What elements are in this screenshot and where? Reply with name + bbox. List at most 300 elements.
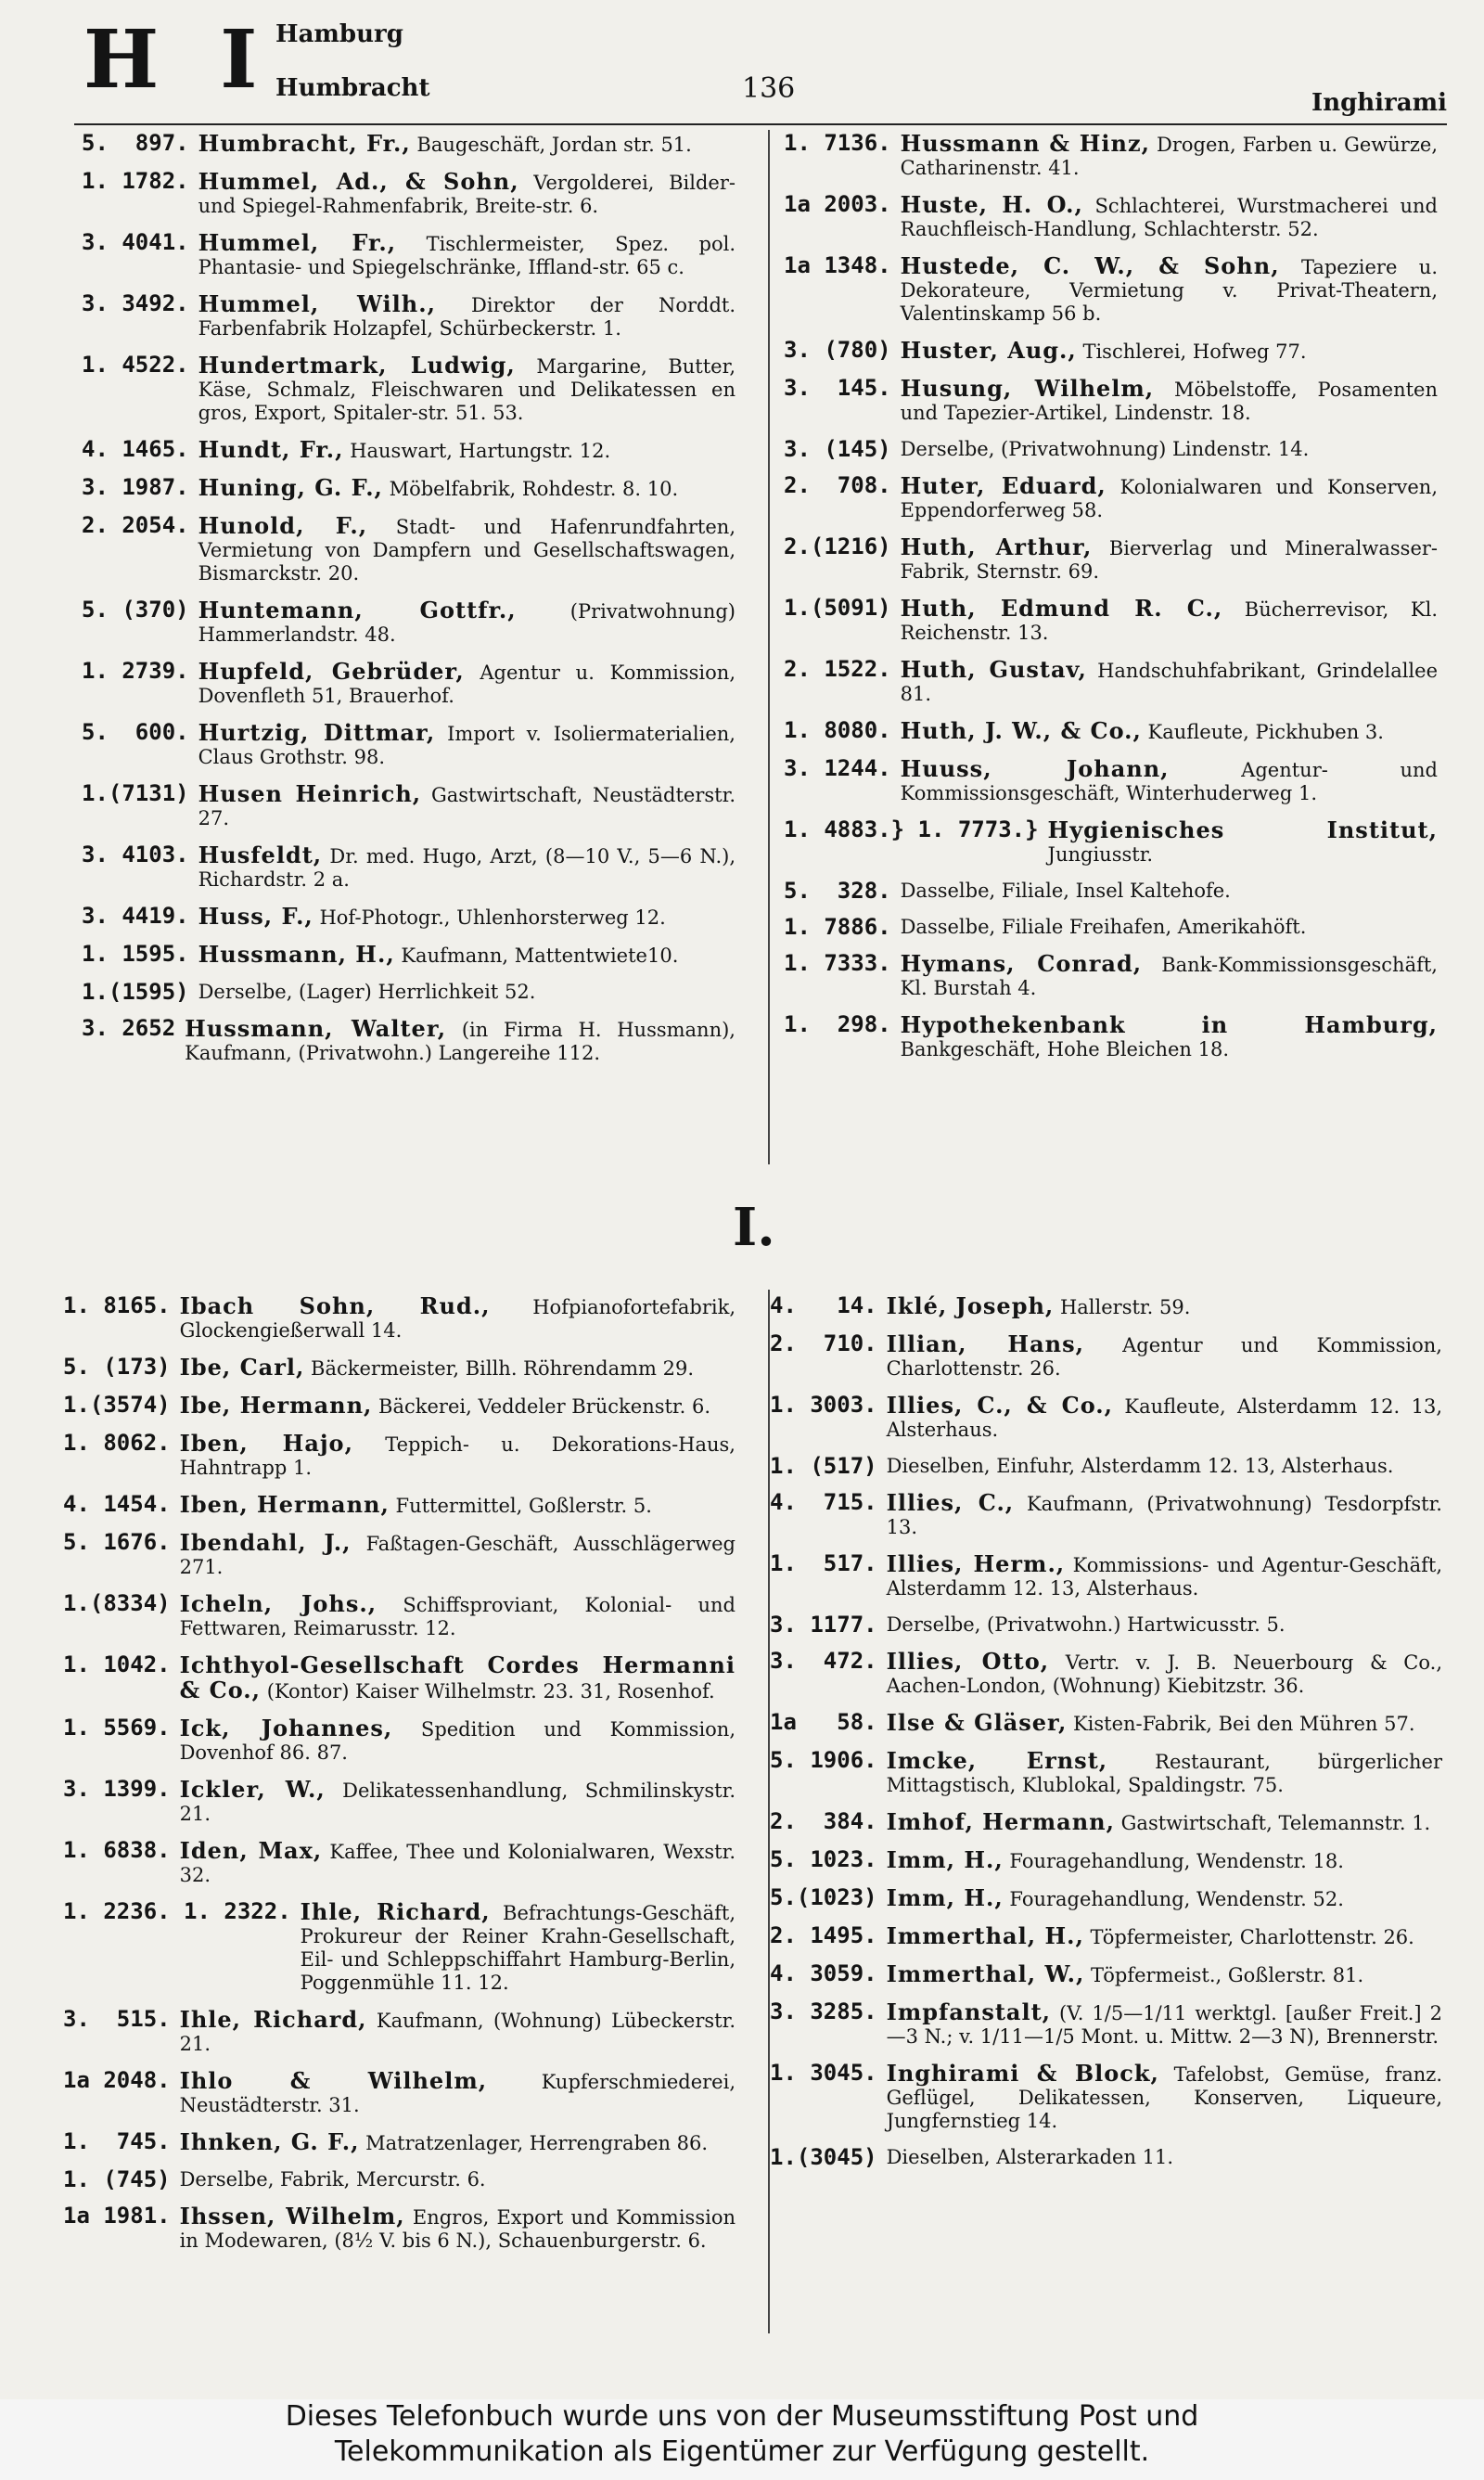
phone-number: 5. 897. <box>82 130 189 156</box>
entry-body <box>189 476 736 501</box>
entry-name: Illies, Herm., <box>886 1550 1066 1577</box>
entry-body <box>171 1839 736 1887</box>
entry-name: Hunold, F., <box>198 512 368 539</box>
entry-name: Iben, Hermann, <box>179 1491 390 1518</box>
directory-entry <box>82 905 736 930</box>
phone-number: 3. (145) <box>784 436 891 462</box>
directory-entry <box>770 1924 1442 1949</box>
entry-body <box>891 132 1438 180</box>
directory-entry <box>63 1716 736 1765</box>
entry-body <box>189 843 736 892</box>
phone-number: 1. 4522. <box>82 352 189 378</box>
entry-body <box>189 231 736 279</box>
phone-number: 3. 4041. <box>82 229 189 255</box>
entry-name: Huth, Gustav, <box>900 656 1087 683</box>
entry-body <box>189 598 736 647</box>
directory-entry <box>770 1962 1442 1987</box>
entry-description: Kupferschmiederei, Neustädterstr. 31. <box>179 2071 736 2116</box>
entry-name: Huuss, Johann, <box>900 755 1170 782</box>
phone-number: 4. 1465. <box>82 436 189 462</box>
directory-entry <box>63 1493 736 1518</box>
directory-entry <box>63 2069 736 2117</box>
entry-name: Hurtzig, Dittmar, <box>198 719 436 746</box>
directory-entry <box>784 339 1438 364</box>
entry-description: Tapeziere u. Dekorateure, Vermietung v. Privat-Theatern, Valentinskamp 56 b. <box>900 256 1438 325</box>
phone-number: 5. 1023. <box>770 1846 877 1872</box>
page-number: 136 <box>742 72 796 105</box>
entry-body <box>877 2062 1442 2133</box>
phone-number: 1.(8334) <box>63 1590 171 1616</box>
entry-name: Hummel, Fr., <box>198 229 397 256</box>
entry-body <box>189 353 736 425</box>
directory-entry <box>770 1749 1442 1797</box>
phone-number: 3. 1244. <box>784 755 891 781</box>
entry-description: Hofpianofortefabrik, Glockengießerwall 14. <box>179 1296 736 1342</box>
entry-body <box>171 2008 736 2056</box>
entry-description: (in Firma H. Hussmann), Kaufmann, (Privatwohn.) Langereihe 112. <box>185 1019 736 1064</box>
phone-number: 1. 7136. <box>784 130 891 156</box>
entry-body <box>189 660 736 708</box>
entry-description: Kaufmann, (Wohnung) Lübeckerstr. 21. <box>179 2010 736 2055</box>
entry-name: Imcke, Ernst, <box>886 1747 1108 1774</box>
entry-name: Ihle, Richard, <box>300 1898 491 1925</box>
phone-number: 3. 515. <box>63 2006 171 2032</box>
entry-name: Hundertmark, Ludwig, <box>198 352 516 379</box>
entry-description: Vergolderei, Bilder- und Spiegel-Rahmenfabrik, Breite-str. 6. <box>198 172 736 217</box>
entry-description: (Kontor) Kaiser Wilhelmstr. 23. 31, Rosenhof. <box>261 1680 715 1703</box>
directory-entry <box>82 353 736 425</box>
entry-description: Baugeschäft, Jordan str. 51. <box>410 134 692 156</box>
entry-body <box>171 2130 736 2155</box>
entry-name: Hussmann, H., <box>198 941 395 968</box>
entry-description: Möbelstoffe, Posamenten und Tapezier-Artikel, Lindenstr. 18. <box>900 379 1438 424</box>
entry-body <box>877 1886 1442 1911</box>
entry-body <box>171 1356 736 1381</box>
directory-entry <box>770 1552 1442 1600</box>
entry-description: Dieselben, Einfuhr, Alsterdamm 12. 13, Alsterhaus. <box>886 1455 1394 1477</box>
phone-number: 3. 3492. <box>82 290 189 316</box>
entry-name: Ichthyol-Gesellschaft Cordes Hermanni & Co., <box>179 1651 736 1703</box>
entry-body <box>891 193 1438 241</box>
entry-body <box>171 1778 736 1826</box>
phone-number: 2. 708. <box>784 472 891 498</box>
entry-description: Margarine, Butter, Käse, Schmalz, Fleischwaren und Delikatessen en gros, Export, Spitaler-str. 51. 53. <box>198 355 736 424</box>
phone-number: 1. 1595. <box>82 941 189 967</box>
entry-name: Iden, Max, <box>179 1837 323 1864</box>
entry-body <box>877 2146 1442 2169</box>
directory-entry <box>770 1613 1442 1637</box>
entry-description: Befrachtungs-Geschäft, Prokureur der Reiner Krahn-Gesellschaft, Eil- und Schleppschiffahrt Hamburg-Berlin, Poggenmühle 11. 12. <box>300 1902 736 1994</box>
phone-number: 4. 14. <box>770 1292 877 1318</box>
entry-body <box>877 1455 1442 1478</box>
entry-description: Hauswart, Hartungstr. 12. <box>343 440 611 462</box>
entry-description: Derselbe, (Privatwohnung) Lindenstr. 14. <box>900 438 1310 460</box>
phone-number: 3. 4103. <box>82 842 189 867</box>
entry-body <box>877 1924 1442 1949</box>
phone-number: 1. 2236. 1. 2322. <box>63 1898 291 1924</box>
phone-number: 1. 7886. <box>784 914 891 940</box>
entry-body <box>171 1653 736 1703</box>
entry-name: Ibendahl, J., <box>179 1529 352 1556</box>
entry-body <box>877 1552 1442 1600</box>
directory-entry <box>784 438 1438 461</box>
phone-number: 2. 2054. <box>82 512 189 538</box>
entry-body <box>189 438 736 463</box>
entry-description: Fouragehandlung, Wendenstr. 52. <box>1003 1888 1344 1910</box>
entry-description: Spedition und Kommission, Dovenhof 86. 87. <box>179 1718 736 1764</box>
entry-body <box>877 1650 1442 1698</box>
entry-description: Gastwirtschaft, Telemannstr. 1. <box>1114 1812 1431 1834</box>
first-entry-heading: Hamburg <box>275 20 403 48</box>
directory-entry <box>770 1394 1442 1442</box>
phone-number: 1. 4883.} 1. 7773.} <box>784 816 1039 842</box>
entry-name: Huster, Aug., <box>900 337 1077 364</box>
phone-number: 5.(1023) <box>770 1884 877 1910</box>
entry-description: Kaffee, Thee und Kolonialwaren, Wexstr. 32. <box>179 1841 736 1886</box>
phone-number: 5. 1676. <box>63 1529 171 1555</box>
entry-body <box>891 658 1438 706</box>
entry-body <box>877 1394 1442 1442</box>
entry-description: Bäckerei, Veddeler Brückenstr. 6. <box>372 1395 711 1418</box>
entry-name: Immerthal, W., <box>886 1960 1085 1987</box>
entry-description: Agentur u. Kommission, Dovenfleth 51, Brauerhof. <box>198 662 736 707</box>
phone-number: 5. (370) <box>82 597 189 623</box>
entry-description: Bäckermeister, Billh. Röhrendamm 29. <box>304 1357 695 1380</box>
phone-number: 1. (745) <box>63 2166 171 2192</box>
second-entry-heading: Humbracht <box>275 74 430 102</box>
directory-entry <box>770 1294 1442 1319</box>
directory-entry <box>784 719 1438 744</box>
phone-number: 3. 472. <box>770 1648 877 1674</box>
directory-entry <box>82 292 736 341</box>
entry-name: Husen Heinrich, <box>198 780 422 807</box>
entry-name: Huth, Edmund R. C., <box>900 595 1223 622</box>
phone-number: 1. 2739. <box>82 658 189 684</box>
directory-entry <box>770 1332 1442 1381</box>
phone-number: 1. 6838. <box>63 1837 171 1863</box>
header-rule <box>74 123 1447 125</box>
entry-body <box>171 1531 736 1579</box>
entry-name: Inghirami & Block, <box>886 2060 1159 2087</box>
entry-body <box>189 943 736 968</box>
entry-description: Tischlerei, Hofweg 77. <box>1076 341 1307 363</box>
phone-number: 1.(7131) <box>82 780 189 806</box>
phone-number: 1. 1042. <box>63 1651 171 1677</box>
directory-entry <box>82 438 736 463</box>
entry-description: Bankgeschäft, Hohe Bleichen 18. <box>900 1038 1229 1060</box>
phone-number: 4. 3059. <box>770 1960 877 1986</box>
entry-name: Huth, Arthur, <box>900 533 1093 560</box>
entry-description: Dr. med. Hugo, Arzt, (8—10 V., 5—6 N.), Richardstr. 2 a. <box>198 845 736 891</box>
entry-description: (V. 1/5—1/11 werktgl. [außer Freit.] 2—3 N.; v. 1/11—1/5 Mont. u. Mittw. 2—3 N), Brennerstr. <box>886 2002 1442 2048</box>
entry-description: Kolonialwaren und Konserven, Eppendorferweg 58. <box>900 476 1438 521</box>
entry-body <box>291 1900 736 1995</box>
entry-body <box>189 721 736 769</box>
phone-number: 1. (517) <box>770 1453 877 1479</box>
entry-description: Bierverlag und Mineralwasser-Fabrik, Sternstr. 69. <box>900 537 1439 583</box>
entry-description: Stadt- und Hafenrundfahrten, Vermietung von Dampfern und Gesellschaftswagen, Bismarckstr. 20. <box>198 516 736 585</box>
entry-body <box>189 292 736 341</box>
phone-number: 1a 1981. <box>63 2203 171 2229</box>
entry-body <box>891 254 1438 326</box>
entry-body <box>891 474 1438 522</box>
directory-entry <box>63 1839 736 1887</box>
directory-entry <box>63 1294 736 1343</box>
entry-body <box>189 170 736 218</box>
phone-number: 1.(1595) <box>82 979 189 1005</box>
directory-entry <box>784 254 1438 326</box>
directory-entry <box>770 2062 1442 2133</box>
entry-body <box>171 1716 736 1765</box>
phone-number: 4. 715. <box>770 1489 877 1515</box>
entry-description: Derselbe, Fabrik, Mercurstr. 6. <box>179 2168 486 2191</box>
entry-name: Huste, H. O., <box>900 191 1083 218</box>
entry-description: Derselbe, (Lager) Herrlichkeit 52. <box>198 981 536 1003</box>
entry-description: Dasselbe, Filiale Freihafen, Amerikahöft. <box>900 916 1307 938</box>
entry-body <box>877 1491 1442 1539</box>
entry-body <box>189 905 736 930</box>
entry-name: Ibe, Carl, <box>179 1354 305 1381</box>
entry-name: Illies, C., & Co., <box>886 1392 1114 1419</box>
phone-number: 1. 298. <box>784 1011 891 1037</box>
directory-entry <box>784 880 1438 903</box>
phone-number: 1a 58. <box>770 1709 877 1735</box>
phone-number: 5. 328. <box>784 878 891 904</box>
footer-line-1: Dieses Telefonbuch wurde uns von der Museumsstiftung Post und <box>285 2400 1199 2433</box>
entry-name: Ihnken, G. F., <box>179 2128 360 2155</box>
directory-entry <box>784 916 1438 939</box>
entry-description: Bücherrevisor, Kl. Reichenstr. 13. <box>900 598 1439 644</box>
entry-body <box>891 916 1438 939</box>
entry-name: Huth, J. W., & Co., <box>900 717 1142 744</box>
phone-number: 1.(3574) <box>63 1392 171 1418</box>
directory-entry <box>82 1017 736 1065</box>
directory-entry <box>784 1013 1438 1061</box>
entry-body <box>891 438 1438 461</box>
entry-name: Ick, Johannes, <box>179 1715 393 1741</box>
column-h-left <box>82 132 736 1078</box>
entry-description: Teppich- u. Dekorations-Haus, Hahntrapp 1. <box>179 1433 736 1479</box>
directory-entry <box>82 132 736 157</box>
directory-entry <box>770 2146 1442 2169</box>
phone-number: 2.(1216) <box>784 533 891 559</box>
directory-entry <box>770 1810 1442 1835</box>
phone-number: 1. 8165. <box>63 1292 171 1318</box>
phone-number: 3. 4419. <box>82 903 189 929</box>
column-divider-top <box>768 130 770 1164</box>
entry-description: Agentur und Kommission, Charlottenstr. 26. <box>886 1334 1442 1380</box>
phone-number: 3. 1987. <box>82 474 189 500</box>
directory-entry <box>784 377 1438 425</box>
entry-name: Hymans, Conrad, <box>900 950 1143 977</box>
column-h-right <box>784 132 1438 1074</box>
phone-number: 3. 1399. <box>63 1776 171 1802</box>
phone-number: 2. 710. <box>770 1330 877 1356</box>
entry-body <box>171 1432 736 1480</box>
entry-description: Vertr. v. J. B. Neuerbourg & Co., Aachen-London, (Wohnung) Kiebitzstr. 36. <box>886 1651 1442 1697</box>
entry-body <box>891 757 1438 805</box>
entry-description: Kaufleute, Pickhuben 3. <box>1141 721 1384 743</box>
entry-name: Hundt, Fr., <box>198 436 344 463</box>
entry-description: Kisten-Fabrik, Bei den Mühren 57. <box>1067 1713 1415 1735</box>
entry-body <box>1039 818 1438 867</box>
entry-name: Huntemann, Gottfr., <box>198 597 517 623</box>
entry-body <box>877 1962 1442 1987</box>
entry-description: Schlachterei, Wurstmacherei und Rauchfleisch-Handlung, Schlachterstr. 52. <box>900 195 1438 240</box>
entry-name: Hypothekenbank in Hamburg, <box>900 1011 1438 1038</box>
entry-name: Husung, Wilhelm, <box>900 375 1155 402</box>
entry-name: Ilse & Gläser, <box>886 1709 1068 1736</box>
directory-entry <box>63 1432 736 1480</box>
entry-name: Imhof, Hermann, <box>886 1808 1115 1835</box>
phone-number: 2. 1495. <box>770 1922 877 1948</box>
entry-description: Engros, Export und Kommission in Modewaren, (8½ V. bis 6 N.), Schauenburgerstr. 6. <box>179 2206 736 2252</box>
entry-description: Import v. Isoliermaterialien, Claus Grothstr. 98. <box>198 723 736 768</box>
phone-number: 5. (173) <box>63 1354 171 1380</box>
entry-body <box>877 1848 1442 1873</box>
phone-number: 3. (780) <box>784 337 891 363</box>
directory-entry <box>82 981 736 1004</box>
entry-name: Iklé, Joseph, <box>886 1292 1055 1319</box>
directory-entry <box>63 2168 736 2191</box>
entry-description: Kaufmann, Mattentwiete10. <box>394 944 679 967</box>
entry-description: Handschuhfabrikant, Grindelallee 81. <box>900 660 1438 705</box>
phone-number: 3. 3285. <box>770 1998 877 2024</box>
directory-entry <box>82 843 736 892</box>
entry-description: Drogen, Farben u. Gewürze, Catharinenstr. 41. <box>900 134 1438 179</box>
directory-entry <box>63 2008 736 2056</box>
footer-line-2: Telekommunikation als Eigentümer zur Verfügung gestellt. <box>334 2435 1150 2468</box>
entry-name: Husfeldt, <box>198 842 323 868</box>
directory-entry <box>63 2204 736 2253</box>
last-entry-heading: Inghirami <box>1311 89 1447 117</box>
phone-number: 1. 517. <box>770 1550 877 1576</box>
entry-description: Delikatessenhandlung, Schmilinskystr. 21. <box>179 1780 736 1825</box>
directory-entry <box>784 597 1438 645</box>
phone-number: 3. 1177. <box>770 1612 877 1638</box>
entry-body <box>877 1749 1442 1797</box>
entry-name: Huss, F., <box>198 903 313 930</box>
entry-description: Direktor der Norddt. Farbenfabrik Holzapfel, Schürbeckerstr. 1. <box>198 294 736 340</box>
entry-body <box>891 719 1438 744</box>
entry-description: Derselbe, (Privatwohn.) Hartwicusstr. 5. <box>886 1613 1286 1636</box>
entry-body <box>877 1613 1442 1637</box>
phone-number: 5. 1906. <box>770 1747 877 1773</box>
directory-entry <box>82 660 736 708</box>
phone-number: 1. 3045. <box>770 2060 877 2086</box>
entry-description: Töpfermeist., Goßlerstr. 81. <box>1084 1964 1364 1986</box>
directory-entry <box>784 132 1438 180</box>
entry-name: Imm, H., <box>886 1846 1004 1873</box>
entry-name: Illian, Hans, <box>886 1330 1084 1357</box>
directory-entry <box>82 721 736 769</box>
entry-description: Hallerstr. 59. <box>1054 1296 1191 1318</box>
entry-name: Hummel, Wilh., <box>198 290 436 317</box>
entry-description: Kaufmann, (Privatwohnung) Tesdorpfstr. 13. <box>886 1493 1442 1538</box>
directory-entry <box>82 170 736 218</box>
phone-number: 5. 600. <box>82 719 189 745</box>
entry-description: Restaurant, bürgerlicher Mittagstisch, Klublokal, Spaldingstr. 75. <box>886 1751 1442 1796</box>
phone-number: 1a 1348. <box>784 252 891 278</box>
directory-entry <box>63 1778 736 1826</box>
directory-entry <box>784 818 1438 867</box>
phone-number: 4. 1454. <box>63 1491 171 1517</box>
phone-number: 1. 3003. <box>770 1392 877 1418</box>
entry-name: Ihlo & Wilhelm, <box>179 2067 488 2094</box>
section-letters: H I <box>83 13 275 107</box>
footer-notice <box>0 2399 1484 2480</box>
phone-number: 2. 384. <box>770 1808 877 1834</box>
entry-description: (Privatwohnung) Hammerlandstr. 48. <box>198 600 736 646</box>
entry-body <box>171 1394 736 1419</box>
directory-entry <box>63 2130 736 2155</box>
entry-body <box>891 880 1438 903</box>
entry-body <box>171 2204 736 2253</box>
entry-name: Ihle, Richard, <box>179 2006 367 2033</box>
entry-body <box>171 2168 736 2191</box>
entry-body <box>171 1294 736 1343</box>
directory-entry <box>82 476 736 501</box>
directory-entry <box>63 1531 736 1579</box>
entry-body <box>891 952 1438 1000</box>
directory-entry <box>770 1650 1442 1698</box>
entry-body <box>189 981 736 1004</box>
phone-number: 3. 145. <box>784 375 891 401</box>
entry-body <box>189 782 736 830</box>
directory-entry <box>63 1592 736 1640</box>
entry-body <box>171 1592 736 1640</box>
phone-number: 1. 5569. <box>63 1715 171 1741</box>
directory-entry <box>770 1491 1442 1539</box>
entry-description: Fouragehandlung, Wendenstr. 18. <box>1003 1850 1344 1872</box>
entry-description: Matratzenlager, Herrengraben 86. <box>359 2132 709 2154</box>
phone-number: 1. 7333. <box>784 950 891 976</box>
entry-name: Illies, Otto, <box>886 1648 1050 1675</box>
directory-entry <box>82 782 736 830</box>
directory-entry <box>63 1653 736 1703</box>
entry-name: Ihssen, Wilhelm, <box>179 2203 405 2229</box>
entry-name: Immerthal, H., <box>886 1922 1084 1949</box>
entry-body <box>891 339 1438 364</box>
entry-description: Futtermittel, Goßlerstr. 5. <box>389 1495 652 1517</box>
directory-entry <box>82 943 736 968</box>
phone-number: 1.(5091) <box>784 595 891 621</box>
column-i-left <box>63 1294 736 2266</box>
entry-description: Möbelfabrik, Rohdestr. 8. 10. <box>382 478 679 500</box>
entry-body <box>891 377 1438 425</box>
entry-description: Gastwirtschaft, Neustädterstr. 27. <box>198 784 736 829</box>
entry-body <box>891 597 1438 645</box>
entry-description: Dieselben, Alsterarkaden 11. <box>886 2146 1174 2168</box>
directory-entry <box>784 952 1438 1000</box>
directory-entry <box>784 535 1438 584</box>
entry-description: Agentur- und Kommissionsgeschäft, Winterhuderweg 1. <box>900 759 1438 804</box>
entry-name: Ickler, W., <box>179 1776 326 1803</box>
directory-entry <box>63 1900 736 1995</box>
entry-body <box>175 1017 736 1065</box>
entry-body <box>877 1810 1442 1835</box>
directory-entry <box>770 1711 1442 1736</box>
directory-entry <box>82 231 736 279</box>
phone-number: 1a 2048. <box>63 2067 171 2093</box>
entry-name: Hygienisches Institut, <box>1047 816 1438 843</box>
directory-entry <box>63 1394 736 1419</box>
directory-entry <box>770 2000 1442 2049</box>
directory-entry <box>784 474 1438 522</box>
entry-name: Ibe, Hermann, <box>179 1392 373 1419</box>
entry-description: Faßtagen-Geschäft, Ausschlägerweg 271. <box>179 1533 736 1578</box>
column-i-right <box>770 1294 1442 2182</box>
